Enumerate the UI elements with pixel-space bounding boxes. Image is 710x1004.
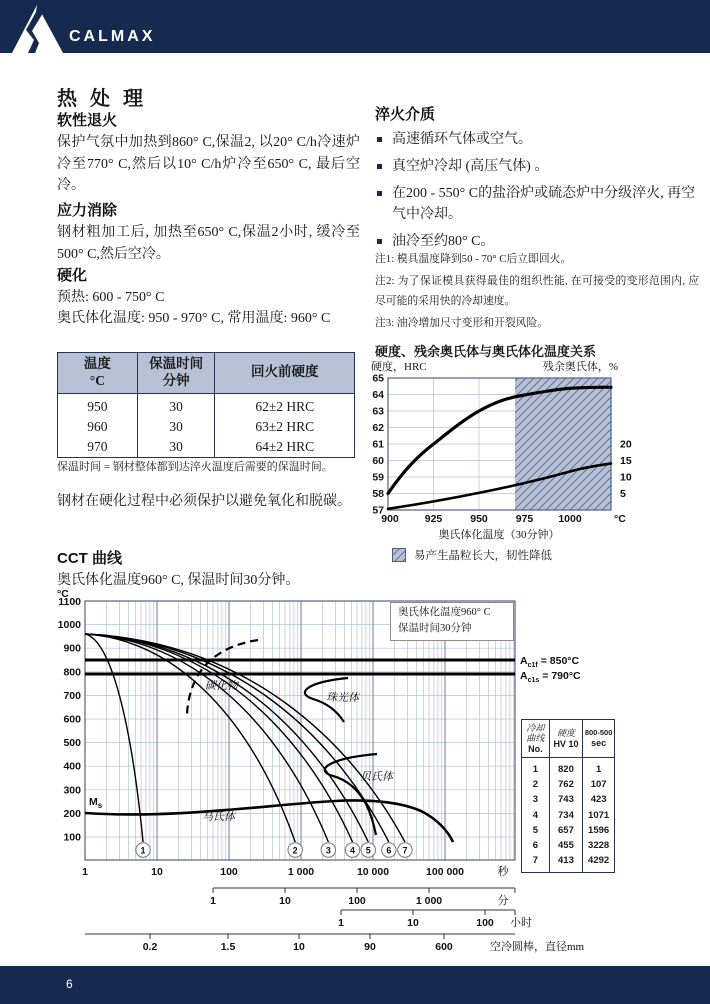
hardening-austenitizing: 奥氏体化温度: 950 - 970° C, 常用温度: 960° C [57,311,331,326]
list-item: 真空炉冷却 (高压气体) 。 [375,156,699,177]
cct-cooling-curves [85,634,412,857]
min-unit: 分 [497,895,509,907]
min-tick: 1 [210,895,216,907]
x-tick: 900 [381,513,399,525]
curve-number: 3 [325,845,331,856]
min-tick: 10 [279,895,291,907]
page-number: 6 [66,977,73,991]
col-header-curve-no: 冷却 曲线 No. [522,720,550,758]
right-tick: 5 [620,488,626,500]
quench-media-list [375,129,699,258]
right-axis-title: 残余奥氏体，% [542,361,618,373]
curve-number: 4 [350,845,356,856]
footer-bar [0,966,710,1004]
x-tick: 1000 [558,513,582,525]
sec-tick: 1 [82,866,88,878]
hardness-austenite-chart [368,360,708,560]
soft-annealing-body: 保护气氛中加热到860° C,保温2, 以20° C/h冷速炉冷至770° C,然后以10° C/h炉冷至650° C, 最后空冷。 [57,135,360,194]
table-row: 5 657 1596 [522,823,615,838]
col-header-hv10: 硬度 HV 10 [549,720,583,758]
min-tick: 1 000 [415,895,443,907]
y-tick: 62 [372,422,384,434]
y-tick: 200 [63,807,81,820]
ac1f-label: $A_{c1f} = 850^\circ C$ [520,655,580,669]
hardening-table [57,352,355,458]
hours-scale [338,910,532,929]
soft-annealing-heading: 软性退火 [57,112,118,129]
table-row: 2 762 107 [522,777,615,792]
pearlite-label: 珠光体 [326,692,359,704]
hardening-heading: 硬化 [57,267,88,284]
right-tick: 20 [620,438,632,451]
y-tick: 58 [372,488,384,500]
y-tick: 500 [63,737,81,750]
quench-media-heading: 淬火介质 [375,106,436,123]
y-tick: 800 [63,666,81,679]
y-tick: 400 [63,760,81,773]
hour-tick: 100 [476,917,494,929]
y-tick: 100 [63,831,81,844]
list-item: 在200 - 550° C的盐浴炉或硫态炉中分级淬火, 再空气中冷却。 [375,183,699,225]
y-tick: 61 [372,438,384,451]
stress-relief-heading: 应力消除 [57,202,118,219]
cct-heading: CCT 曲线 [57,550,122,567]
minutes-scale [210,888,515,907]
list-item: 油冷至约80° C。 [375,231,699,252]
sec-tick: 1 000 [287,866,315,878]
table-row: 3 743 423 [522,792,615,807]
curve-number: 5 [365,845,371,856]
col-header-temperature: 温度 °C [58,353,138,394]
ms-label: $M_s$ [89,796,103,810]
note-1: 注1: 模具温度降到50 - 70° C后立即回火。 [375,253,572,265]
hour-tick: 1 [338,917,344,929]
y-tick: 700 [63,689,81,702]
curve-number: 1 [140,845,146,856]
sec-unit: 秒 [497,866,509,878]
carbide-label: 碳化物 [205,680,238,692]
hardness-chart-heading: 硬度、残余奥氏体与奥氏体化温度关系 [375,344,597,359]
curve-number: 6 [386,845,392,856]
table-row: 950 30 62±2 HRC [58,393,355,417]
diameter-scale [85,934,585,953]
hour-unit: 小时 [510,917,532,929]
dia-tick: 0.2 [142,941,158,953]
brand-name: CALMAX [69,28,156,45]
bainite-label: 贝氏体 [360,771,393,783]
stress-relief-body: 钢材粗加工后, 加热至650° C,保温2小时, 缓冷至500° C,然后空冷。 [57,225,360,262]
sec-tick: 10 [151,866,163,878]
table-row: 970 30 64±2 HRC [58,437,355,458]
table-row: 7 413 4292 [522,853,615,873]
sec-tick: 100 000 [426,866,464,878]
holding-time-note: 保温时间 = 钢材整体都到达淬火温度后需要的保温时间。 [57,461,333,473]
page-title: 热 处 理 [57,88,147,110]
col-header-800-500: 800-500 sec [583,720,615,758]
list-item: 高速循环气体或空气。 [375,129,699,150]
table-row: 960 30 63±2 HRC [58,417,355,437]
header-bar [0,0,710,53]
chart-legend [392,547,552,563]
y-tick: 1100 [58,596,81,608]
y-tick: 57 [372,504,384,517]
carbide-curve [187,640,258,714]
square-bullet-icon [377,164,382,169]
y-tick: 65 [372,372,384,385]
ac1s-label: $A_{c1s} = 790^\circ C$ [520,670,581,684]
note-3: 注3: 油冷增加尺寸变形和开裂风险。 [375,317,549,330]
min-tick: 100 [348,895,366,907]
y-unit: °C [57,588,69,600]
y-tick: 59 [372,471,384,484]
y-tick: 60 [372,455,384,467]
curve-number: 7 [402,845,408,856]
cct-subtitle: 奥氏体化温度960° C, 保温时间30分钟。 [57,573,300,588]
square-bullet-icon [377,137,382,142]
y-tick: 63 [372,405,384,418]
col-header-hardness: 回火前硬度 [215,353,355,394]
left-axis-title: 硬度，HRC [371,361,427,373]
x-tick: 950 [470,513,488,525]
cooling-curve [85,634,389,842]
square-bullet-icon [377,191,382,196]
y-tick: 900 [63,642,81,655]
hardening-warning: 钢材在硬化过程中必须保护以避免氧化和脱碳。 [57,494,351,509]
square-bullet-icon [377,239,382,244]
dia-tick: 600 [435,941,453,953]
hardening-preheat: 预热: 600 - 750° C [57,290,165,305]
grain-growth-hatch [515,378,611,510]
dia-tick: 1.5 [220,941,236,953]
dia-tick: 90 [364,941,376,953]
right-tick: 15 [620,455,632,467]
cooling-curve-table [521,719,615,873]
table-row: 6 455 3228 [522,838,615,853]
hour-tick: 10 [407,917,419,929]
y-tick: 600 [63,713,81,726]
x-axis-title: 奥氏体化温度（30分钟） [438,529,560,541]
notes-block [375,250,699,337]
table-row: 1 820 1 [522,758,615,778]
cooling-curve [85,634,143,842]
dia-tick: 10 [293,941,305,953]
cct-annotation-box: 奥氏体化温度960° C 保温时间30分钟 [390,602,514,641]
y-tick: 64 [372,389,384,401]
table-row: 4 734 1071 [522,808,615,823]
y-tick: 1000 [57,619,81,632]
curve-number: 2 [292,845,298,856]
hatch-swatch-icon [392,548,406,562]
sec-tick: 10 000 [356,866,390,878]
dia-unit: 空冷圆棒，直径mm [490,941,585,953]
x-unit: °C [614,513,626,525]
mountain-logo-icon [12,0,70,53]
col-header-holding-time: 保温时间 分钟 [137,353,215,394]
note-2: 注2: 为了保证模具获得最佳的组织性能, 在可接受的变形范围内, 应尽可能的采用快的冷却速度。 [375,275,699,307]
x-tick: 975 [515,513,534,525]
sec-tick: 100 [220,866,238,878]
martensite-label: 马氏体 [202,811,235,823]
legend-label: 易产生晶粒长大，韧性降低 [414,550,552,562]
right-tick: 10 [620,471,632,484]
y-tick: 300 [63,784,81,797]
x-tick: 925 [424,513,443,525]
